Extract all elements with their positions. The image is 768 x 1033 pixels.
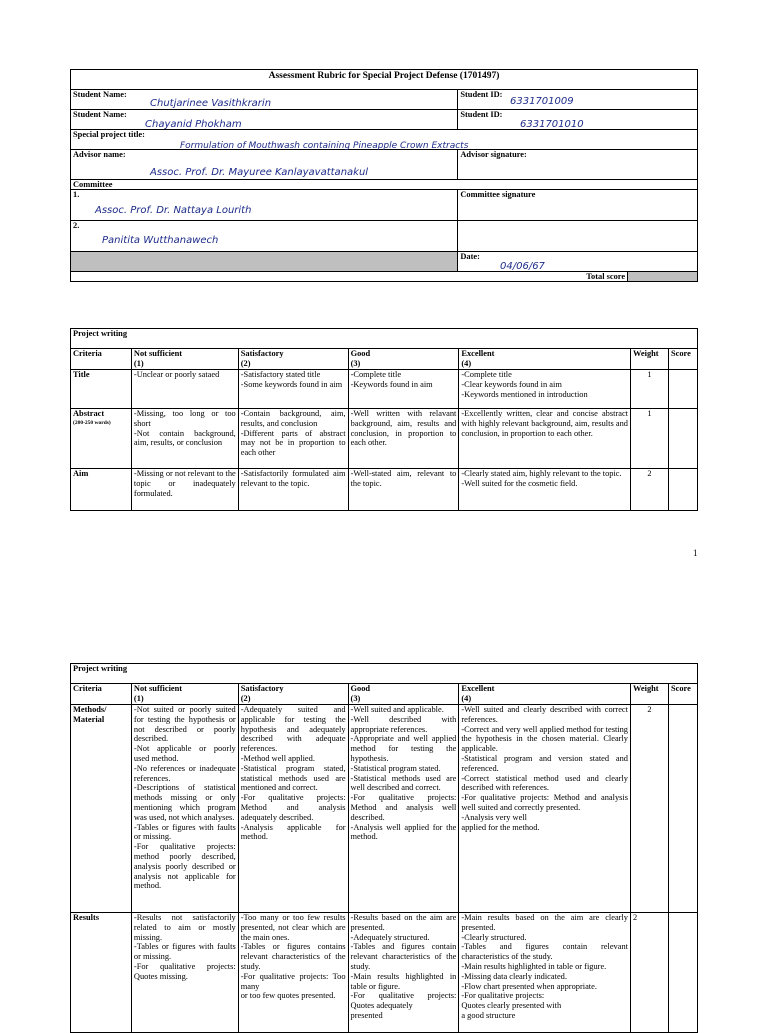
table-row: Results -Results not satisfactorily related to aim or mostly missing. -Tables or figures with faults or missing. -For qualitative projects: Quotes missing. -Too many or too few results presented, not clear which are the main ones. -Tables or figures contains relevant characteristics of the study. -For qualitative projects: Too many or too few quotes presented. -Results based on the aim are presented. -Adequately structured. -Tables and figures contain relevant characteristics of the study. -Main results highlighted in table or figure. -For qualitative projects: Quotes adequately presented -Main results based on the aim are clearly presented. -Clearly structured. -Tables and figures contain relevant characteristics of the study. -Main results highlighted in table or figure. -Missing data clearly indicated. -Flow chart presented when appropriate. -For qualitative projects: Quotes clearly presented with a good structure 2 <box>71 913 698 1033</box>
committee-2-handwriting: Panitita Wutthanawech <box>102 235 219 246</box>
col2-good: Good (3) <box>348 684 459 705</box>
student-name-label-2: Student Name: <box>71 110 458 130</box>
col2-score: Score <box>668 684 697 705</box>
date-handwriting: 04/06/67 <box>500 261 545 272</box>
committee-label: Committee <box>71 180 698 190</box>
table-row: Methods/ Material -Not suited or poorly suited for testing the hypothesis or not described or poorly described. -Not applicable or poorly used method. -No references or inadequate references. -Descriptions of statistical methods missing or only mentioning which program was used, not which analyses. -Tables or figures with faults or missing. -For qualitative projects: method poorly described, analysis poorly described or analysis not applicable for method. -Adequately suited and applicable for testing the hypothesis and adequately described with adequate references. -Method well applied. -Statistical program stated, statistical methods used are mentioned and correct. -For qualitative projects: Method and analysis adequately described. -Analysis applicable for method. -Well suited and applicable. -Well described with appropriate references. -Appropriate and well applied method for testing the hypothesis. -Statistical program stated. -Statistical methods used are well described and correct. -For qualitative projects: Method and analysis well described. -Analysis well applied for the method. -Well suited and clearly described with correct references. -Correct and very well applied method for testing the hypothesis in the chosen material. Clearly applicable. -Statistical program and version stated and referenced. -Correct statistical method used and clearly described with references. -For qualitative projects: Method and analysis well suited and correctly presented. -Analysis very well applied for the method. 2 <box>71 705 698 913</box>
table-row: Aim -Missing or not relevant to the topic or inadequately formulated. -Satisfactorily formulated aim relevant to the topic. -Well-stated aim, relevant to the topic. -Clearly stated aim, highly relevant to the topic. -Well suited for the cosmetic field. 2 <box>71 469 698 511</box>
total-score-box <box>628 272 698 282</box>
rubric-table-1 <box>70 328 698 511</box>
student-id-label-1: Student ID: <box>458 90 698 110</box>
col-excellent: Excellent (4) <box>459 349 631 370</box>
advisor-name-label: Advisor name: <box>71 150 458 180</box>
total-score-label: Total score <box>71 272 628 282</box>
col-weight: Weight <box>631 349 669 370</box>
committee-1-number: 1. <box>71 190 458 221</box>
student-name-label-1: Student Name: <box>71 90 458 110</box>
student-name-2-handwriting: Chayanid Phokham <box>145 119 242 130</box>
col2-not-sufficient: Not sufficient (1) <box>131 684 238 705</box>
project-title-handwriting: Formulation of Mouthwash containing Pineapple Crown Extracts <box>180 141 469 151</box>
advisor-signature-label: Advisor signature: <box>458 150 698 180</box>
col-good: Good (3) <box>348 349 459 370</box>
col2-excellent: Excellent (4) <box>459 684 631 705</box>
committee-2-number: 2. <box>71 221 458 252</box>
rubric-title: Assessment Rubric for Special Project Defense (1701497) <box>71 70 698 90</box>
col-criteria: Criteria <box>71 349 132 370</box>
page-number: 1 <box>693 548 698 558</box>
date-label: Date: <box>458 252 698 272</box>
student-id-label-2: Student ID: <box>458 110 698 130</box>
col2-weight: Weight <box>630 684 668 705</box>
advisor-name-handwriting: Assoc. Prof. Dr. Mayuree Kanlayavattanakul <box>150 167 369 178</box>
col2-satisfactory: Satisfactory (2) <box>238 684 348 705</box>
col-not-sufficient: Not sufficient (1) <box>131 349 238 370</box>
project-title-label: Special project title: <box>71 130 698 150</box>
table-row: Title -Unclear or poorly sataed -Satisfactory stated title -Some keywords found in aim -Complete title -Keywords found in aim -Complete title -Clear keywords found in aim -Keywords mentioned in introduction 1 <box>71 370 698 409</box>
col-satisfactory: Satisfactory (2) <box>238 349 348 370</box>
committee-signature-label: Committee signature <box>458 190 698 221</box>
table-row: Abstract (200-250 words) -Missing, too long or too short -Not contain background, aim, results, or conclusion -Contain background, aim, results, and conclusion -Different parts of abstract may not be in proportion to each other -Well written with relavant background, aim, results and conclusion, in proportion to each other. -Excellently written, clear and concise abstract with highly relevant background, aim, results and conclusion, in proportion to each other. 1 <box>71 409 698 469</box>
section2-label: Project writing <box>71 664 698 684</box>
committee-1-handwriting: Assoc. Prof. Dr. Nattaya Lourith <box>95 205 252 216</box>
student-id-1-handwriting: 6331701009 <box>510 96 574 107</box>
student-name-1-handwriting: Chutjarinee Vasithkrarin <box>150 98 272 109</box>
student-id-2-handwriting: 6331701010 <box>520 119 584 130</box>
section1-label: Project writing <box>71 329 698 349</box>
rubric-table-2 <box>70 663 698 1033</box>
col2-criteria: Criteria <box>71 684 132 705</box>
col-score: Score <box>668 349 697 370</box>
